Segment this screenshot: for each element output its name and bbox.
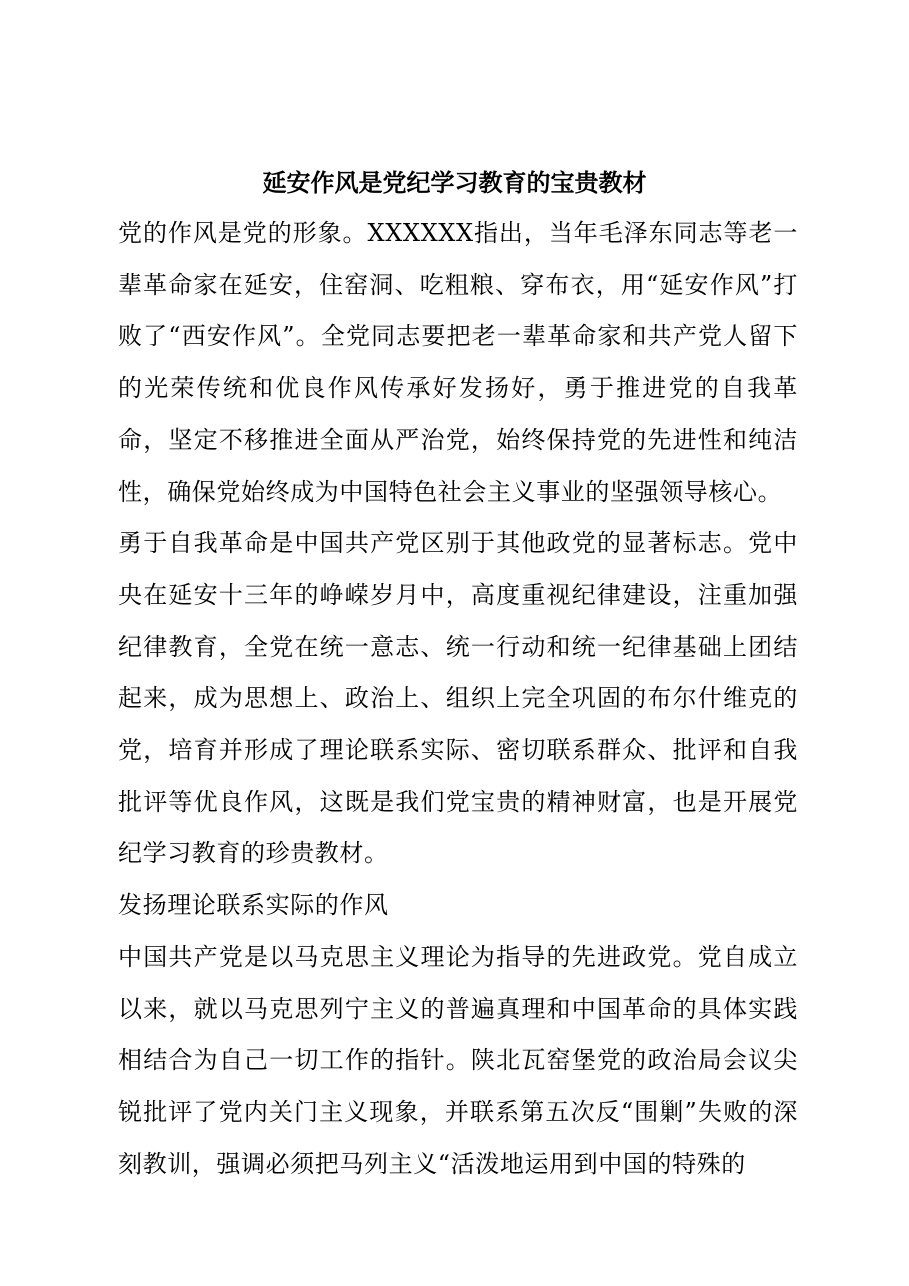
document-title: 延安作风是党纪学习教育的宝贵教材 xyxy=(262,168,647,197)
paragraph-self-revolution: 勇于自我革命是中国共产党区别于其他政党的显著标志。党中央在延安十三年的峥嵘岁月中，高度重视纪律建设，注重加强纪律教育，全党在统一意志、统一行动和统一纪律基础上团结起来，成为思想上、政治上、组织上完全巩固的布尔什维克的党，培育并形成了理论联系实际、密切联系群众、批评和自我批评等优良作风，这既是我们党宝贵的精神财富，也是开展党纪学习教育的珍贵教材。 xyxy=(118,529,798,868)
paragraph-intro: 党的作风是党的形象。XXXXXX指出，当年毛泽东同志等老一辈革命家在延安，住窑洞、吃粗粮、穿布衣，用“延安作风”打败了“西安作风”。全党同志要把老一辈革命家和共产党人留下的光荣传统和优良作风传承好发扬好，勇于推进党的自我革命，坚定不移推进全面从严治党，始终保持党的先进性和纯洁性，确保党始终成为中国特色社会主义事业的坚强领导核心。 xyxy=(118,219,798,506)
document-body xyxy=(118,208,798,1190)
paragraph-theory-practice: 中国共产党是以马克思主义理论为指导的先进政党。党自成立以来，就以马克思列宁主义的普遍真理和中国革命的具体实践相结合为自己一切工作的指针。陕北瓦窑堡党的政治局会议尖锐批评了党内关门主义现象，并联系第五次反“围剿”失败的深刻教训，强调必须把马列主义“活泼地运用到中国的特殊的 xyxy=(118,942,798,1178)
section-heading: 发扬理论联系实际的作风 xyxy=(118,891,389,920)
